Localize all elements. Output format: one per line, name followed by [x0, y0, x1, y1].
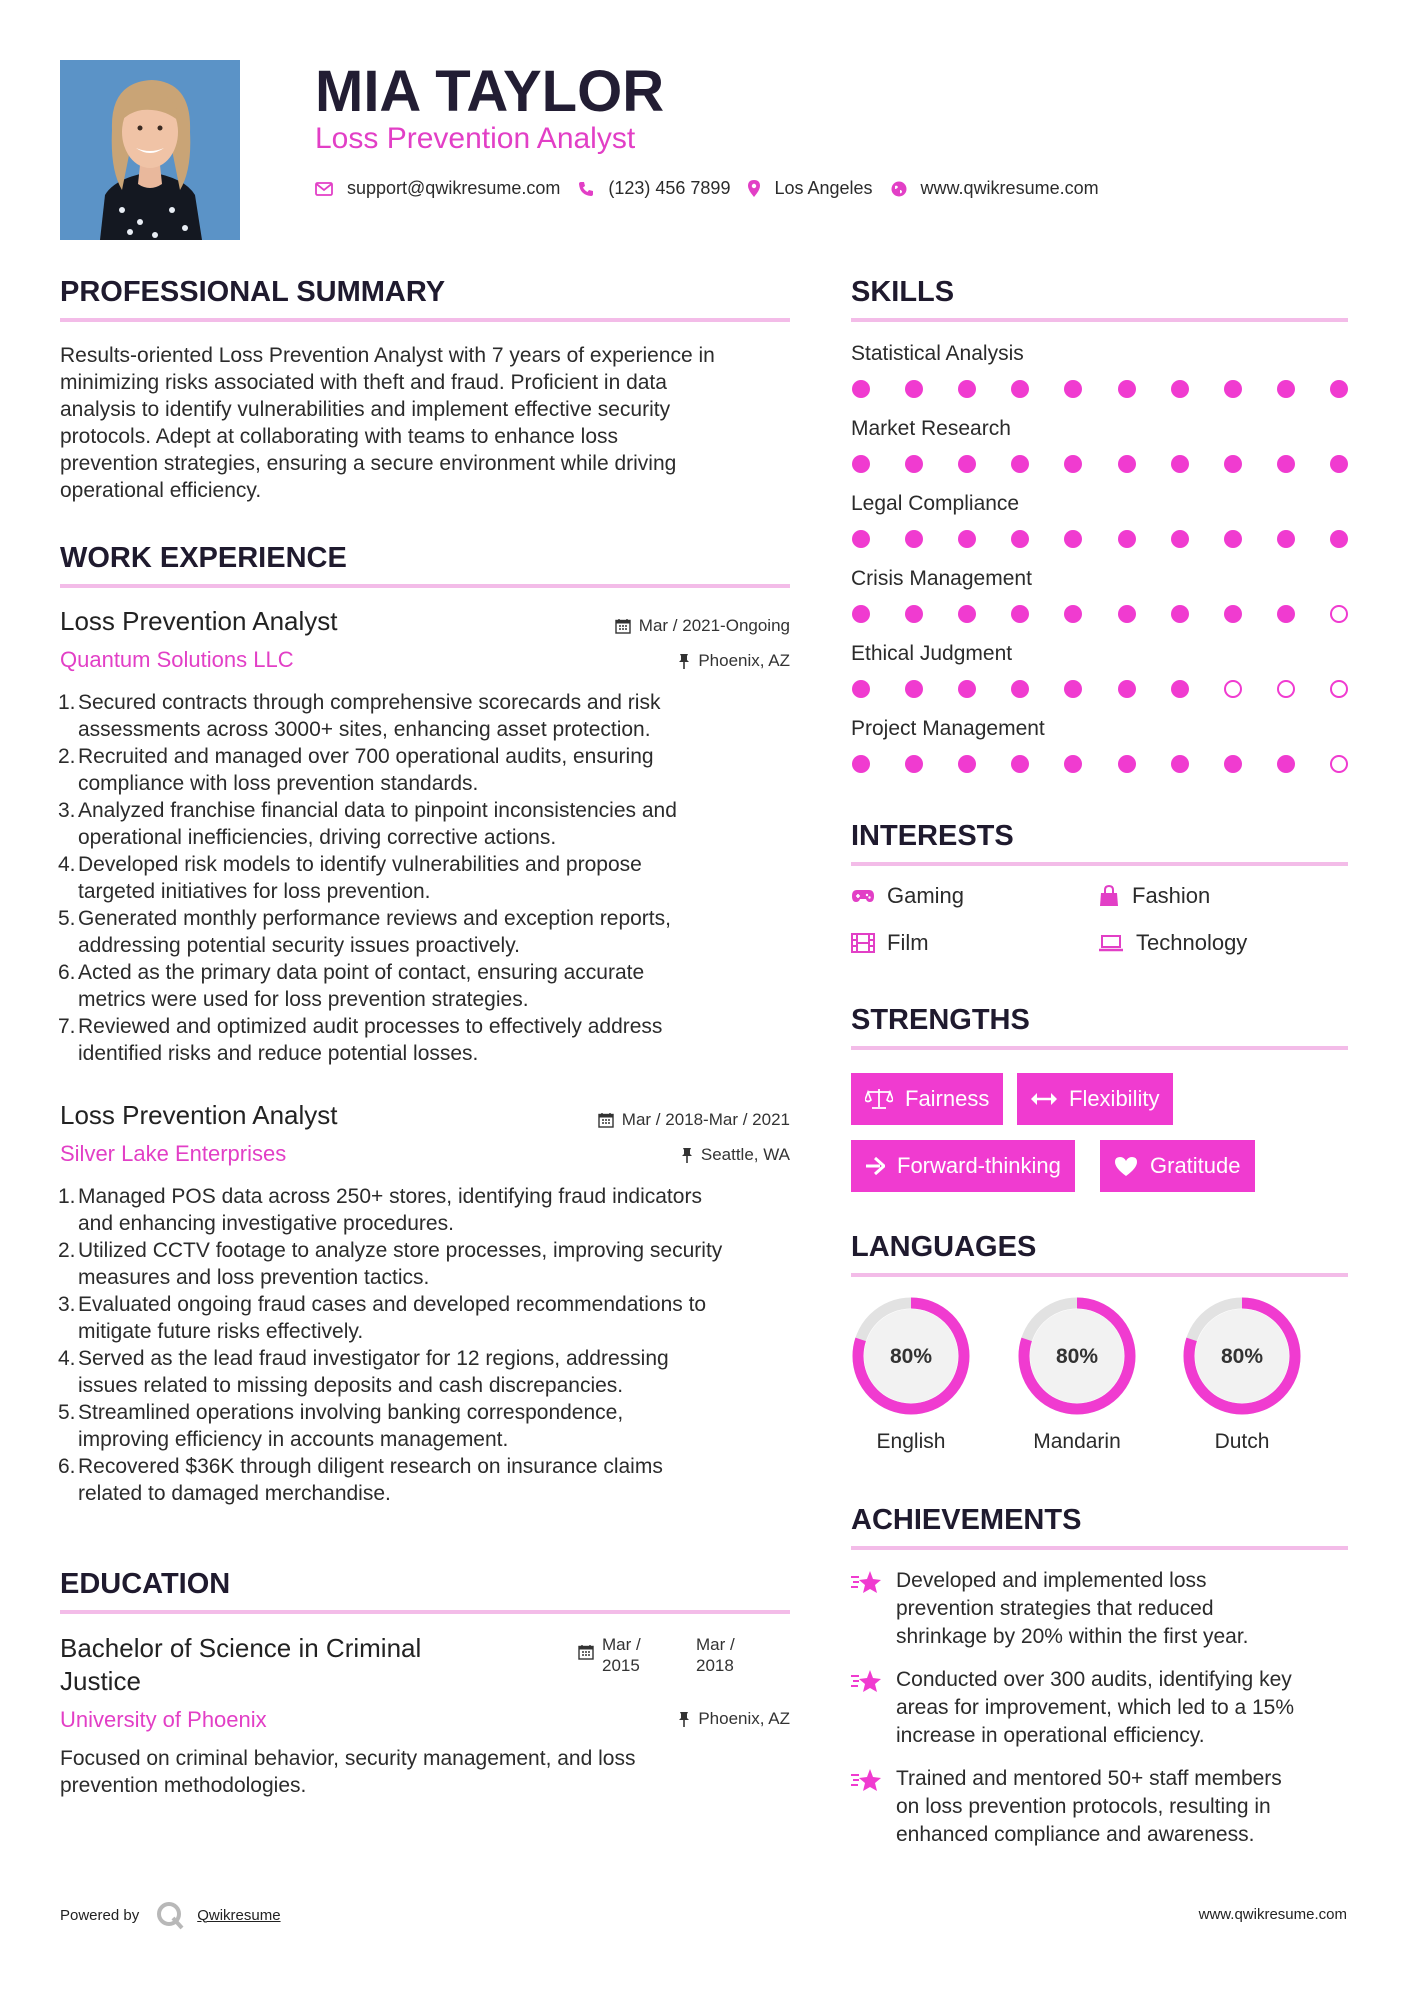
rating-dot-filled: [1171, 680, 1189, 698]
map-pin-icon: [748, 180, 760, 197]
email-text: support@qwikresume.com: [347, 178, 561, 198]
skill-name: Crisis Management: [851, 567, 1032, 590]
strength-forward-thinking: Forward-thinking: [851, 1140, 1075, 1192]
experience-rule: [60, 584, 790, 588]
summary-heading: PROFESSIONAL SUMMARY: [60, 276, 446, 308]
rating-dot-filled: [1277, 605, 1295, 623]
job-1-company: Quantum Solutions LLC: [60, 647, 294, 672]
rating-dot-filled: [1064, 755, 1082, 773]
rating-dot-filled: [1011, 455, 1029, 473]
achievements-rule: [851, 1546, 1348, 1550]
rating-dot-filled: [1011, 530, 1029, 548]
scale-icon: [865, 1088, 893, 1110]
rating-dot-filled: [1011, 680, 1029, 698]
skill-rating: [852, 605, 1348, 623]
skill-name: Project Management: [851, 717, 1045, 740]
rating-dot-empty: [1330, 605, 1348, 623]
language-gauge: [1180, 1294, 1304, 1423]
rating-dot-filled: [1171, 380, 1189, 398]
rating-dot-filled: [958, 530, 976, 548]
rating-dot-filled: [1224, 755, 1242, 773]
location-text: Los Angeles: [774, 178, 873, 198]
job-2-location: Seattle, WA: [681, 1145, 790, 1165]
list-item: 5. Generated monthly performance reviews and exception reports, addressing potential security issues proactively.: [58, 907, 671, 957]
pushpin-icon: [681, 1147, 693, 1163]
list-item: 7. Reviewed and optimized audit processes to effectively address identified risks and reduce potential losses.: [58, 1015, 663, 1065]
degree-title: Bachelor of Science in Criminal Justice: [60, 1633, 422, 1696]
strength-gratitude: Gratitude: [1100, 1140, 1255, 1192]
rating-dot-filled: [1171, 605, 1189, 623]
rating-dot-filled: [1011, 605, 1029, 623]
globe-icon: [891, 181, 907, 197]
job-1-location: Phoenix, AZ: [678, 651, 790, 671]
rating-dot-filled: [958, 605, 976, 623]
rating-dot-filled: [905, 380, 923, 398]
gauge-percent-label: 80%: [889, 1345, 933, 1368]
rating-dot-filled: [1064, 605, 1082, 623]
list-item: 2. Utilized CCTV footage to analyze store processes, improving security measures and loss prevention tactics.: [58, 1239, 723, 1289]
rating-dot-filled: [852, 380, 870, 398]
language-gauge: [1015, 1294, 1139, 1423]
list-item: 4. Served as the lead fraud investigator for 12 regions, addressing issues related to missing deposits and cash discrepancies.: [58, 1347, 669, 1397]
interests-rule: [851, 862, 1348, 866]
rating-dot-filled: [958, 755, 976, 773]
achievement-item: Trained and mentored 50+ staff members on loss prevention protocols, resulting in enhanced compliance and awareness.: [850, 1765, 1356, 1849]
contact-website[interactable]: [891, 178, 1099, 199]
rating-dot-filled: [1118, 530, 1136, 548]
rating-dot-empty: [1330, 755, 1348, 773]
skill-name: Statistical Analysis: [851, 342, 1024, 365]
skill-rating: [852, 530, 1348, 548]
education-description: Focused on criminal behavior, security management, and loss prevention methodologies.: [60, 1747, 636, 1797]
candidate-name: MIA TAYLOR: [315, 59, 665, 124]
rating-dot-filled: [1011, 755, 1029, 773]
skill-name: Ethical Judgment: [851, 642, 1013, 665]
interest-gaming: Gaming: [851, 883, 964, 909]
rating-dot-filled: [1064, 455, 1082, 473]
rating-dot-filled: [1118, 755, 1136, 773]
rating-dot-filled: [1224, 455, 1242, 473]
education-location: Phoenix, AZ: [678, 1709, 790, 1729]
rating-dot-filled: [1064, 680, 1082, 698]
skill-rating: [852, 680, 1348, 698]
achievement-item: Conducted over 300 audits, identifying key areas for improvement, which led to a 15% increase in operational efficiency.: [850, 1666, 1356, 1750]
rating-dot-empty: [1277, 680, 1295, 698]
rating-dot-filled: [905, 755, 923, 773]
list-item: 1. Secured contracts through comprehensive scorecards and risk assessments across 3000+ sites, enhancing asset protection.: [58, 691, 661, 741]
rating-dot-filled: [1330, 380, 1348, 398]
shooting-star-icon: [850, 1668, 882, 1696]
rating-dot-filled: [1277, 755, 1295, 773]
summary-text: Results-oriented Loss Prevention Analyst with 7 years of experience in minimizing risks associated with theft and fraud. Proficient in data analysis to identify vulnerabilities and implement effective security protocols. Adept at collaborating with teams to enhance loss prevention strategies, ensuring a secure environment while driving operational efficiency.: [60, 344, 715, 502]
rating-dot-filled: [1118, 455, 1136, 473]
rating-dot-filled: [852, 530, 870, 548]
profile-photo: [60, 60, 240, 240]
laptop-icon: [1098, 934, 1124, 952]
rating-dot-filled: [1011, 380, 1029, 398]
shooting-star-icon: [850, 1767, 882, 1795]
list-item: 6. Acted as the primary data point of contact, ensuring accurate metrics were used for loss prevention strategies.: [58, 961, 645, 1011]
contact-phone[interactable]: [578, 178, 730, 199]
rating-dot-filled: [905, 605, 923, 623]
rating-dot-empty: [1330, 680, 1348, 698]
experience-heading: WORK EXPERIENCE: [60, 542, 347, 574]
list-item: 2. Recruited and managed over 700 operational audits, ensuring compliance with loss prevention standards.: [58, 745, 654, 795]
skill-rating: [852, 455, 1348, 473]
strengths-rule: [851, 1046, 1348, 1050]
rating-dot-filled: [1064, 380, 1082, 398]
gamepad-icon: [851, 888, 875, 904]
website-text: www.qwikresume.com: [920, 178, 1099, 198]
skills-rule: [851, 318, 1348, 322]
rating-dot-filled: [1171, 530, 1189, 548]
education-heading: EDUCATION: [60, 1568, 231, 1600]
rating-dot-filled: [905, 455, 923, 473]
job-1-title: Loss Prevention Analyst: [60, 606, 338, 636]
languages-heading: LANGUAGES: [851, 1231, 1037, 1263]
skill-rating: [852, 755, 1348, 773]
gauge-percent-label: 80%: [1220, 1345, 1264, 1368]
list-item: 5. Streamlined operations involving banking correspondence, improving efficiency in accounts management.: [58, 1401, 624, 1451]
rating-dot-filled: [905, 530, 923, 548]
rating-dot-filled: [1118, 605, 1136, 623]
interests-heading: INTERESTS: [851, 820, 1014, 852]
list-item: 6. Recovered $36K through diligent research on insurance claims related to damaged merchandise.: [58, 1455, 663, 1505]
rating-dot-filled: [1330, 455, 1348, 473]
achievement-item: Developed and implemented loss prevention strategies that reduced shrinkage by 20% within the first year.: [850, 1567, 1356, 1651]
language-name: English: [876, 1430, 946, 1453]
qwikresume-logo-icon: [155, 1900, 185, 1930]
pushpin-icon: [678, 1711, 690, 1727]
job-2-dates: Mar / 2018-Mar / 2021: [598, 1110, 790, 1130]
job-1-bullets: [60, 689, 800, 1067]
rating-dot-filled: [852, 755, 870, 773]
email-icon: [315, 182, 333, 196]
list-item: 4. Developed risk models to identify vulnerabilities and propose targeted initiatives for loss prevention.: [58, 853, 642, 903]
phone-icon: [578, 181, 594, 197]
school-name: University of Phoenix: [60, 1707, 267, 1732]
rating-dot-filled: [1277, 530, 1295, 548]
pushpin-icon: [678, 653, 690, 669]
shooting-star-icon: [850, 1569, 882, 1597]
list-item: 1. Managed POS data across 250+ stores, identifying fraud indicators and enhancing investigative procedures.: [58, 1185, 702, 1235]
rating-dot-filled: [1064, 530, 1082, 548]
languages-rule: [851, 1273, 1348, 1277]
education-dates: Mar / 2015 Mar / 2018: [578, 1634, 735, 1676]
rating-dot-filled: [1171, 455, 1189, 473]
strengths-heading: STRENGTHS: [851, 1004, 1030, 1036]
qwikresume-link[interactable]: Qwikresume: [197, 1906, 281, 1924]
rating-dot-filled: [958, 380, 976, 398]
rating-dot-filled: [1330, 530, 1348, 548]
language-name: Dutch: [1214, 1430, 1270, 1453]
arrow-right-icon: [865, 1157, 885, 1175]
interest-technology: Technology: [1098, 930, 1247, 956]
rating-dot-filled: [1118, 680, 1136, 698]
skills-heading: SKILLS: [851, 276, 955, 308]
job-2-title: Loss Prevention Analyst: [60, 1100, 338, 1130]
footer-powered-by: Powered by Qwikresume: [60, 1900, 281, 1930]
rating-dot-filled: [958, 680, 976, 698]
job-2-bullets: [60, 1183, 800, 1507]
rating-dot-empty: [1224, 680, 1242, 698]
language-gauge: [849, 1294, 973, 1423]
job-1-dates: Mar / 2021-Ongoing: [615, 616, 790, 636]
interest-film: Film: [851, 930, 929, 956]
job-2-company: Silver Lake Enterprises: [60, 1141, 287, 1166]
rating-dot-filled: [1171, 755, 1189, 773]
skill-rating: [852, 380, 1348, 398]
contact-location: [748, 178, 872, 199]
rating-dot-filled: [958, 455, 976, 473]
interest-fashion: Fashion: [1098, 883, 1210, 909]
education-rule: [60, 1610, 790, 1614]
phone-text: (123) 456 7899: [608, 178, 731, 198]
strength-flexibility: Flexibility: [1017, 1073, 1173, 1125]
contact-email[interactable]: [315, 178, 560, 199]
calendar-icon: [578, 1644, 594, 1660]
language-name: Mandarin: [1033, 1430, 1121, 1453]
footer-url[interactable]: www.qwikresume.com: [1198, 1906, 1347, 1923]
strength-fairness: Fairness: [851, 1073, 1003, 1125]
rating-dot-filled: [1277, 380, 1295, 398]
achievements-heading: ACHIEVEMENTS: [851, 1504, 1082, 1536]
rating-dot-filled: [852, 455, 870, 473]
contact-bar: [315, 178, 1117, 199]
shopping-bag-icon: [1098, 885, 1120, 907]
rating-dot-filled: [1224, 605, 1242, 623]
list-item: 3. Evaluated ongoing fraud cases and developed recommendations to mitigate future risks effectively.: [58, 1293, 707, 1343]
gauge-percent-label: 80%: [1055, 1345, 1099, 1368]
summary-rule: [60, 318, 790, 322]
calendar-icon: [615, 618, 631, 634]
rating-dot-filled: [852, 680, 870, 698]
rating-dot-filled: [1224, 380, 1242, 398]
film-icon: [851, 933, 875, 953]
rating-dot-filled: [852, 605, 870, 623]
rating-dot-filled: [1224, 530, 1242, 548]
rating-dot-filled: [1118, 380, 1136, 398]
list-item: 3. Analyzed franchise financial data to pinpoint inconsistencies and operational inefficiencies, driving corrective actions.: [58, 799, 677, 849]
candidate-title: Loss Prevention Analyst: [315, 122, 636, 155]
skill-name: Market Research: [851, 417, 1011, 440]
arrows-horizontal-icon: [1031, 1092, 1057, 1106]
skill-name: Legal Compliance: [851, 492, 1020, 515]
calendar-icon: [598, 1112, 614, 1128]
heart-icon: [1114, 1156, 1138, 1177]
rating-dot-filled: [1277, 455, 1295, 473]
rating-dot-filled: [905, 680, 923, 698]
